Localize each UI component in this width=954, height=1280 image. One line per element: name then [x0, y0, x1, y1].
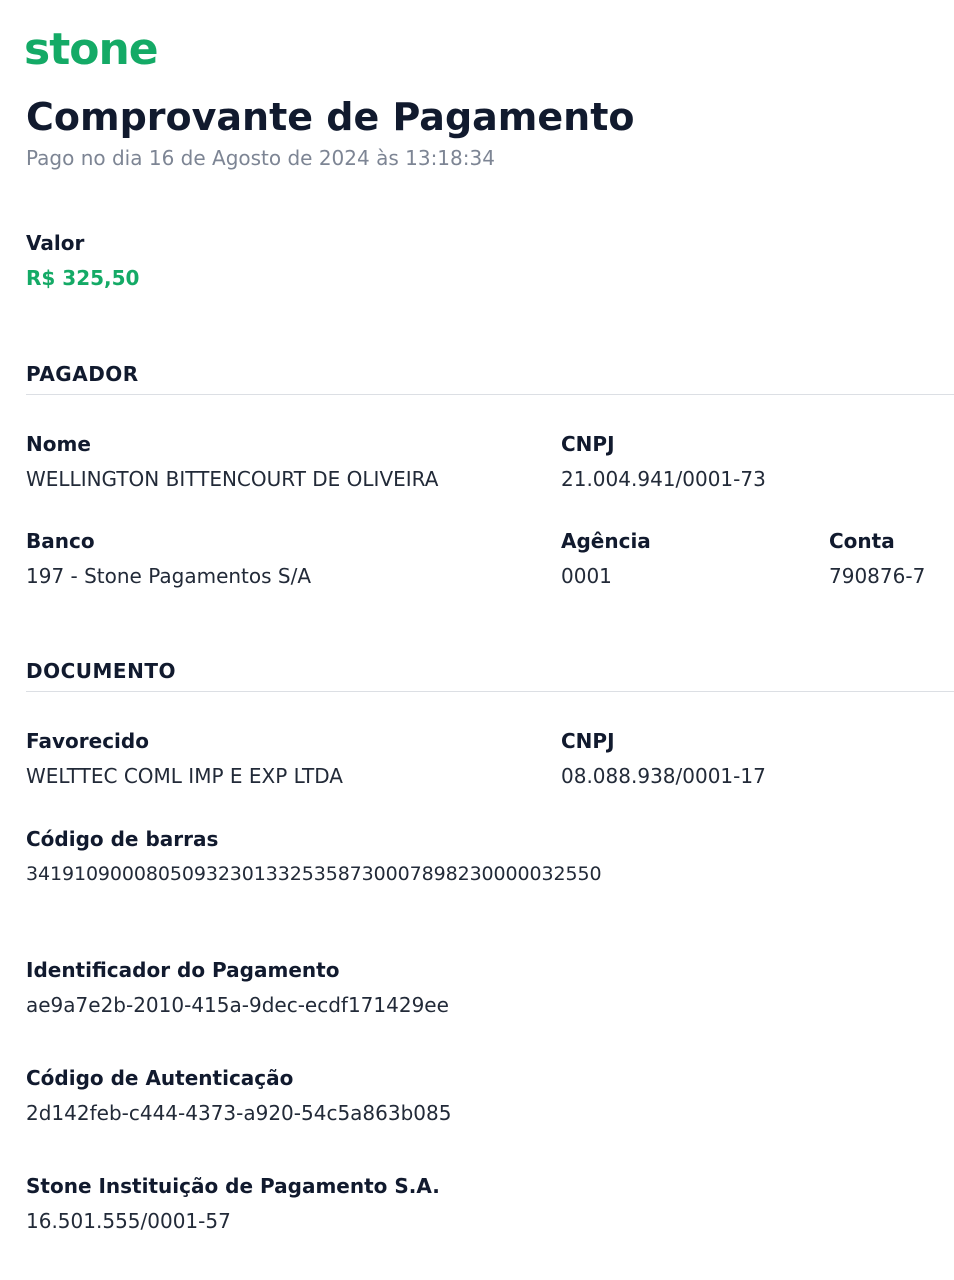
pagador-divider — [26, 394, 954, 395]
page-title: Comprovante de Pagamento — [26, 95, 635, 139]
documento-divider — [26, 691, 954, 692]
valor-label: Valor — [26, 231, 85, 255]
identificador-value: ae9a7e2b-2010-415a-9dec-ecdf171429ee — [26, 993, 449, 1017]
pagador-banco-value: 197 - Stone Pagamentos S/A — [26, 564, 312, 588]
codigo-barras-label: Código de barras — [26, 827, 219, 851]
valor-amount: R$ 325,50 — [26, 266, 140, 290]
favorecido-cnpj-value: 08.088.938/0001-17 — [561, 764, 766, 788]
pagador-agencia-label: Agência — [561, 529, 651, 553]
autenticacao-value: 2d142feb-c444-4373-a920-54c5a863b085 — [26, 1101, 452, 1125]
instituicao-label: Stone Instituição de Pagamento S.A. — [26, 1174, 440, 1198]
pagador-banco-label: Banco — [26, 529, 95, 553]
codigo-barras-value: 34191090008050932301332535873000789823000003255​0 — [26, 863, 602, 885]
favorecido-cnpj-label: CNPJ — [561, 729, 615, 753]
pagador-conta-label: Conta — [829, 529, 895, 553]
pagador-cnpj-label: CNPJ — [561, 432, 615, 456]
identificador-label: Identificador do Pagamento — [26, 958, 340, 982]
pagador-nome-label: Nome — [26, 432, 91, 456]
pagador-conta-value: 790876-7 — [829, 564, 926, 588]
autenticacao-label: Código de Autenticação — [26, 1066, 294, 1090]
payment-date: Pago no dia 16 de Agosto de 2024 às 13:18:34 — [26, 146, 495, 170]
documento-section-title: DOCUMENTO — [26, 659, 176, 683]
favorecido-label: Favorecido — [26, 729, 149, 753]
stone-logo: stone — [24, 24, 158, 75]
favorecido-value: WELTTEC COML IMP E EXP LTDA — [26, 764, 343, 788]
pagador-section-title: PAGADOR — [26, 362, 139, 386]
pagador-cnpj-value: 21.004.941/0001-73 — [561, 467, 766, 491]
instituicao-cnpj-value: 16.501.555/0001-57 — [26, 1209, 231, 1233]
pagador-agencia-value: 0001 — [561, 564, 612, 588]
pagador-nome-value: WELLINGTON BITTENCOURT DE OLIVEIRA — [26, 467, 439, 491]
